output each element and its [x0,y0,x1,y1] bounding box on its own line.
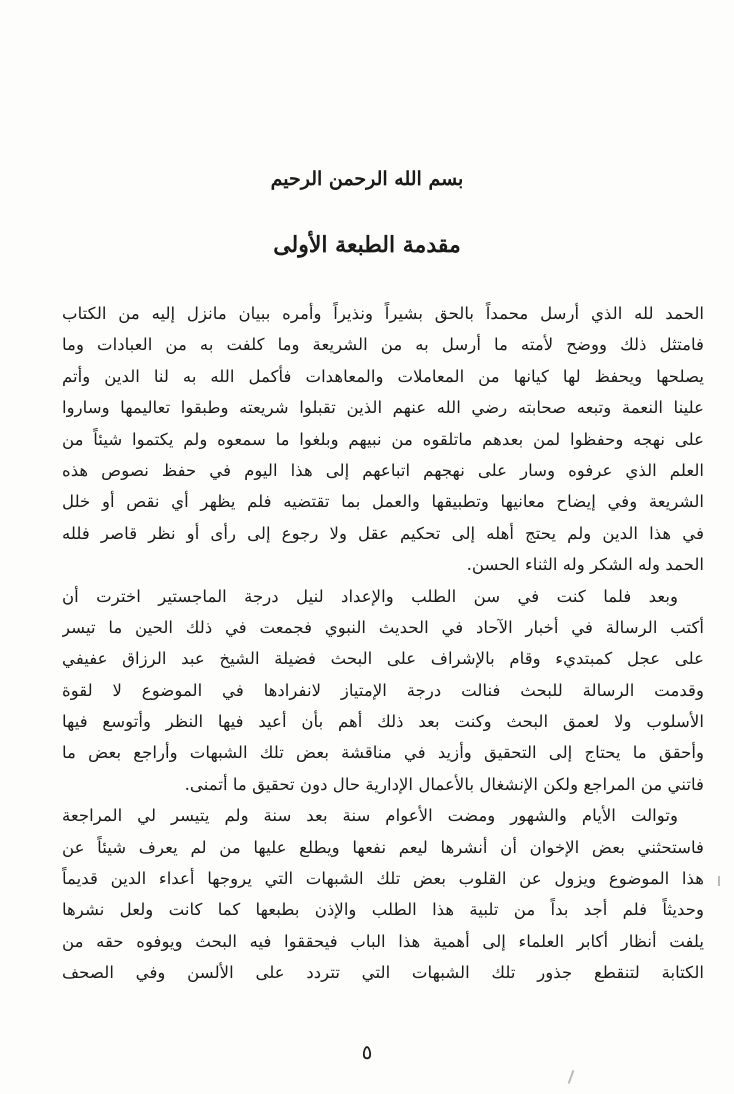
text-line: يصلحها ويحفظ لها كيانها من المعاملات والمعاهدات فأكمل الله به لنا الدين وأتم [62,366,704,386]
page-number: ٥ [361,1040,373,1064]
text-line: فاستحثني بعض الإخوان أن أنشرها ليعم نفعها ويطلع عليها من لم يعرف شيئاً عن [62,837,704,857]
scan-artifact [718,876,720,886]
text-line: العلم الذي عرفوه وسار على نهجهم اتباعهم إلى هذا اليوم في حفظ نصوص هذه [62,460,704,480]
text-line: الحمد وله الشكر وله الثناء الحسن. [466,555,704,575]
text-line: وقدمت الرسالة للبحث فنالت درجة الإمتياز لانفرادها في الموضوع لا لقوة [62,680,704,700]
text-line: هذا الموضوع ويزول عن القلوب بعض تلك الشبهات التي يروجها أعداء الدين قديماً [62,869,704,889]
text-line: الشريعة وفي إيضاح معانيها وتطبيقها والعمل بما تقتضيه فلم يظهر أي نقص أو خلل [62,492,704,512]
text-line: الحمد لله الذي أرسل محمداً بالحق بشيراً ونذيراً وأمره ببيان مانزل إليه من الكتاب [62,304,704,323]
page-title: مقدمة الطبعة الأولى [273,232,461,258]
scan-artifact [568,1070,575,1084]
text-line: وتوالت الأيام والشهور ومضت الأعوام سنة بعد سنة ولم يتيسر لي المراجعة [62,806,678,826]
body-text [62,298,704,989]
text-line: أكتب الرسالة في أخبار الآحاد في الحديث النبوي فجمعت في ذلك الحين ما تيسر [62,617,704,637]
text-line: وبعد فلما كنت في سن الطلب والإعداد لنيل درجة الماجستير اخترت أن [62,586,678,606]
basmala: بسم الله الرحمن الرحيم [270,168,464,190]
text-line: على نهجه وحفظوا لمن بعدهم ماتلقوه من نبيهم وبلغوا ما سمعوه ولم يكتموا شيئاً من [62,429,704,449]
text-line: الكتابة لتنقطع جذور تلك الشبهات التي تتردد على الألسن وفي الصحف [62,963,704,983]
text-line: وأحقق ما يحتاج إلى التحقيق وأزيد في مناقشة بعض تلك الشبهات وأراجع بعض ما [62,743,704,763]
text-line: وحديثاً فلم أجد بداً من تلبية هذا الطلب والإذن بطبعها كما كانت ولعل نشرها [62,900,704,920]
text-line: في هذا الدين ولم يحتج أهله إلى تحكيم عقل ولا رجوع إلى رأى أو نظر قاصر فلله [62,523,704,543]
text-line: علينا النعمة وتبعه صحابته رضي الله عنهم الذين تقبلوا شريعته وطبقوا تعاليمها وساروا [62,398,704,418]
text-line: على عجل كمبتديء وقام بالإشراف على البحث فضيلة الشيخ عبد الرزاق عفيفي [62,649,704,669]
text-line: فاتني من المراجع ولكن الإنشغال بالأعمال الإدارية حال دون تحقيق ما أتمنى. [184,774,704,794]
text-line: يلفت أنظار أكابر العلماء إلى أهمية هذا الباب فيحققوا فيه البحث ويوفوه حقه من [62,931,704,951]
text-line: الأسلوب ولا لعمق البحث وكنت بعد ذلك أهم بأن أعيد فيها النظر وأتوسع فيها [62,712,704,732]
text-line: فامتثل ذلك ووضح لأمته ما أرسل به من الشريعة وما كلفت به من العبادات وما [62,335,704,355]
